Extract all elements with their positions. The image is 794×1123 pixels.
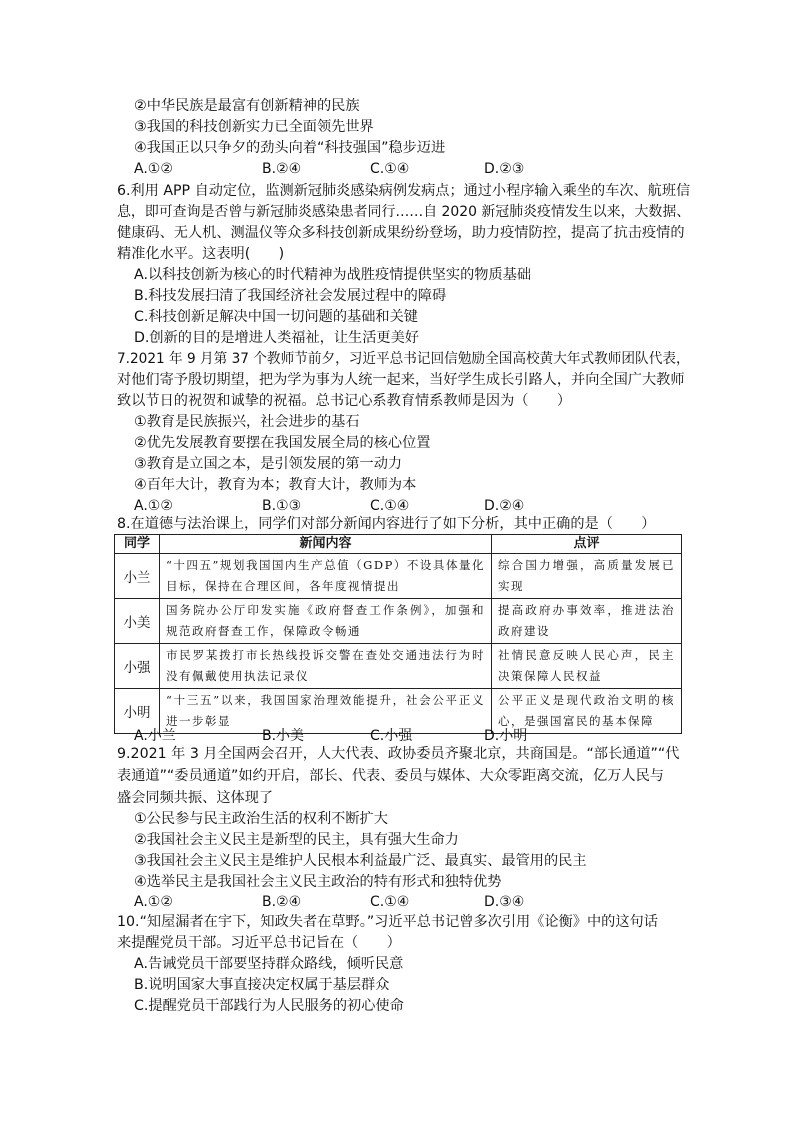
q7-choice-d[interactable]: D.②④ (484, 498, 525, 514)
q10-option-b[interactable]: B.说明国家大事直接决定权属于基层群众 (134, 977, 390, 993)
q8-choice-b[interactable]: B.小美 (262, 728, 305, 744)
news-content: “十四五”规划我国国内生产总值（GDP）不设具体量化目标，保持在合理区间，各年度视情提出 (160, 554, 492, 599)
q5-statement-2: ②中华民族是最富有创新精神的民族 (134, 98, 360, 114)
q6-option-d[interactable]: D.创新的目的是增进人类福祉，让生活更美好 (134, 330, 419, 346)
q7-choice-c[interactable]: C.①④ (370, 498, 410, 514)
q9-stem-line-3: 盛会同频共振、这体现了 (117, 790, 274, 806)
q9-choice-a[interactable]: A.①② (134, 894, 173, 910)
q6-option-a[interactable]: A.以科技创新为核心的时代精神为战胜疫情提供坚实的物质基础 (134, 267, 532, 283)
q6-stem-line-4: 精准化水平。这表明( ) (117, 246, 285, 262)
q5-choice-c[interactable]: C.①④ (370, 161, 410, 177)
table-row (115, 644, 682, 689)
q9-choice-c[interactable]: C.①④ (370, 894, 410, 910)
q10-stem-line-1: 10.“知屋漏者在宇下，知政失者在草野。”习近平总书记曾多次引用《论衡》中的这句话 (117, 914, 658, 930)
q6-option-b[interactable]: B.科技发展扫清了我国经济社会发展过程中的障碍 (134, 288, 447, 304)
q5-choices (134, 159, 654, 179)
q6-stem-line-3: 健康码、无人机、测温仪等众多科技创新成果纷纷登场，助力疫情防控，提高了抗击疫情的 (117, 225, 685, 241)
q7-statement-4: ④百年大计，教育为本；教育大计，教师为本 (134, 477, 417, 493)
q8-choice-d[interactable]: D.小明 (484, 728, 528, 744)
q7-statement-1: ①教育是民族振兴，社会进步的基石 (134, 414, 360, 430)
header-student: 同学 (115, 535, 160, 554)
q7-statement-3: ③教育是立国之本，是引领发展的第一动力 (134, 456, 403, 472)
q8-choices (134, 726, 654, 746)
q6-stem-line-2: 息，即可查询是否曾与新冠肺炎感染患者同行……自 2020 新冠肺炎疫情发生以来，大数据、 (117, 204, 691, 220)
q9-statement-2: ②我国社会主义民主是新型的民主，具有强大生命力 (134, 832, 459, 848)
q8-stem: 8.在道德与法治课上，同学们对部分新闻内容进行了如下分析，其中正确的是（ ） (117, 516, 656, 532)
q9-choice-d[interactable]: D.③④ (484, 894, 525, 910)
table-row (115, 554, 682, 599)
q9-choices (134, 892, 654, 912)
q7-choice-a[interactable]: A.①② (134, 498, 173, 514)
table-row (115, 599, 682, 644)
q7-statement-2: ②优先发展教育要摆在我国发展全局的核心位置 (134, 435, 431, 451)
header-news: 新闻内容 (160, 535, 492, 554)
student-name: 小明 (115, 689, 160, 734)
q8-choice-c[interactable]: C.小强 (370, 728, 413, 744)
comment: 公平正义是现代政治文明的核心，是强国富民的基本保障 (492, 689, 682, 734)
news-content: “十三五”以来，我国国家治理效能提升，社会公平正义进一步彰显 (160, 689, 492, 734)
q8-choice-a[interactable]: A.小兰 (134, 728, 176, 744)
q7-choice-b[interactable]: B.①③ (262, 498, 302, 514)
comment: 社情民意反映人民心声，民主决策保障人民权益 (492, 644, 682, 689)
q7-stem-line-3: 致以节日的祝贺和诚挚的祝福。总书记心系教育情系教师是因为（ ） (117, 393, 572, 409)
q6-stem-line-1: 6.利用 APP 自动定位，监测新冠肺炎感染病例发病点；通过小程序输入乘坐的车次、航班信 (117, 183, 691, 199)
student-name: 小兰 (115, 554, 160, 599)
q10-option-c[interactable]: C.提醒党员干部践行为人民服务的初心使命 (134, 998, 404, 1014)
q10-stem-line-2: 来提醒党员干部。习近平总书记旨在（ ） (117, 935, 401, 951)
q5-choice-a[interactable]: A.①② (134, 161, 173, 177)
q7-stem-line-1: 7.2021 年 9 月第 37 个教师节前夕，习近平总书记回信勉励全国高校黄大年式教师团队代表， (117, 351, 690, 367)
q9-statement-1: ①公民参与民主政治生活的权利不断扩大 (134, 811, 388, 827)
q9-statement-3: ③我国社会主义民主是维护人民根本利益最广泛、最真实、最管用的民主 (134, 853, 587, 869)
header-comment: 点评 (492, 535, 682, 554)
q9-stem-line-2: 表通道”“委员通道”如约开启，部长、代表、委员与媒体、大众零距离交流，亿万人民与 (117, 768, 664, 784)
comment: 综合国力增强，高质量发展已实现 (492, 554, 682, 599)
q9-stem-line-1: 9.2021 年 3 月全国两会召开，人大代表、政协委员齐聚北京，共商国是。“部长通道”“代 (117, 746, 680, 762)
q5-statement-3: ③我国的科技创新实力已全面领先世界 (134, 119, 374, 135)
q7-stem-line-2: 对他们寄予殷切期望，把为学为事为人统一起来，当好学生成长引路人，并向全国广大教师 (117, 372, 685, 388)
q10-option-a[interactable]: A.告诫党员干部要坚持群众路线，倾听民意 (134, 956, 404, 972)
q5-choice-b[interactable]: B.②④ (262, 161, 302, 177)
table-header-row (115, 535, 682, 554)
q5-choice-d[interactable]: D.②③ (484, 161, 525, 177)
q6-option-c[interactable]: C.科技创新足解决中国一切问题的基础和关键 (134, 309, 418, 325)
q5-statement-4: ④我国正以只争夕的劲头向着“科技强国”稳步迈进 (134, 140, 446, 156)
news-analysis-table (114, 534, 682, 734)
comment: 提高政府办事效率，推进法治政府建设 (492, 599, 682, 644)
q9-choice-b[interactable]: B.②④ (262, 894, 302, 910)
q7-choices (134, 496, 654, 516)
news-content: 国务院办公厅印发实施《政府督查工作条例》，加强和规范政府督查工作，保障政令畅通 (160, 599, 492, 644)
student-name: 小美 (115, 599, 160, 644)
q9-statement-4: ④选举民主是我国社会主义民主政治的特有形式和独特优势 (134, 874, 502, 890)
news-content: 市民罗某拨打市长热线投诉交警在查处交通违法行为时没有佩戴使用执法记录仪 (160, 644, 492, 689)
student-name: 小强 (115, 644, 160, 689)
